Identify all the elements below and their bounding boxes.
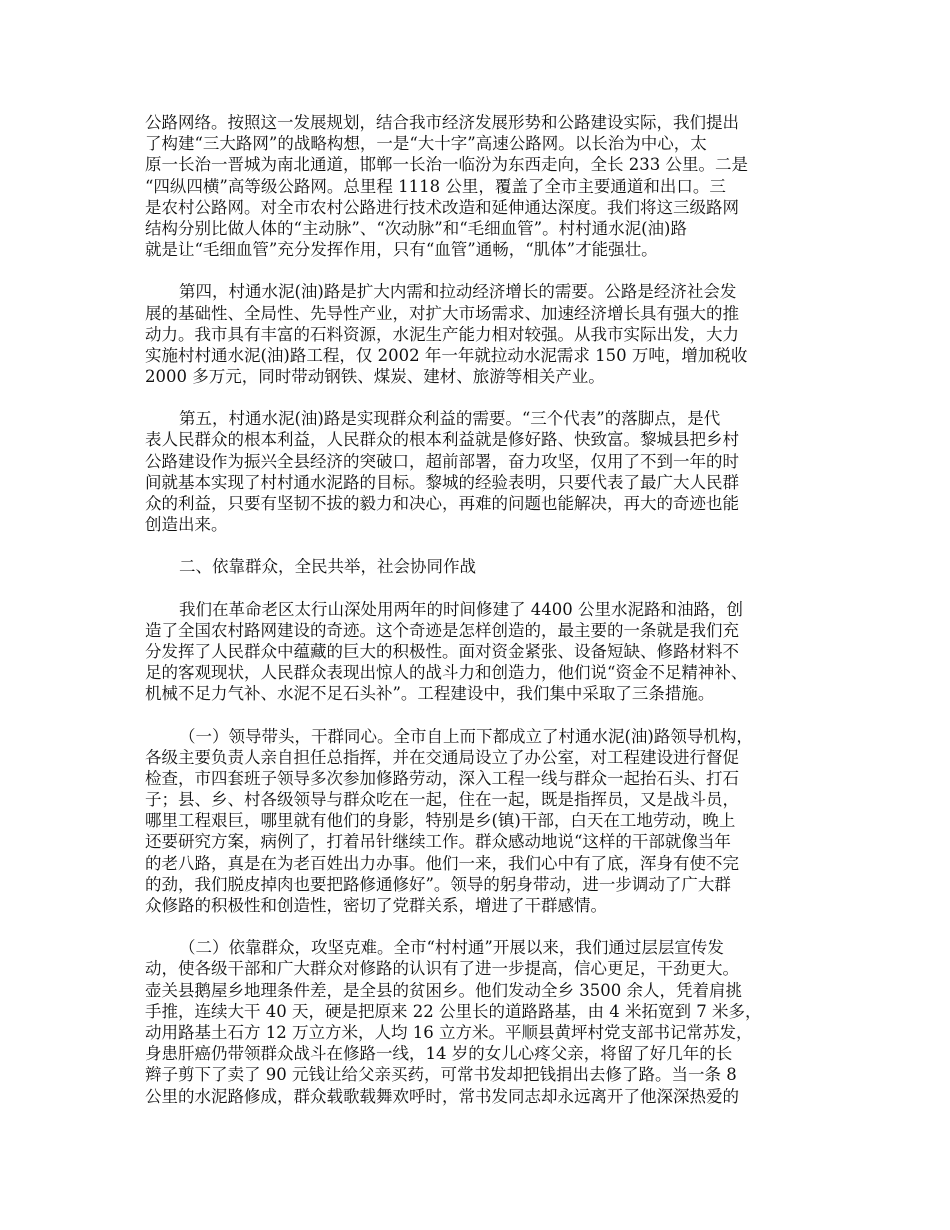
text-line: 公里的水泥路修成，群众载歌载舞欢呼时，常书发同志却永远离开了他深深热爱的 — [145, 1086, 739, 1106]
text-line: 是农村公路网。对全市农村公路进行技术改造和延伸通达深度。我们将这三级路网 — [145, 197, 739, 217]
text-line: 身患肝癌仍带领群众战斗在修路一线，14 岁的女儿心疼父亲，将留了好几年的长 — [145, 1044, 733, 1064]
text-line: 众修路的积极性和创造性，密切了党群关系，增进了干群感情。 — [145, 896, 607, 915]
text-line: 原一长治一晋城为南北通道，邯郸一长治一临汾为东西走向，全长 233 公里。二是 — [145, 155, 748, 175]
text-line: 哪里工程艰巨，哪里就有他们的身影，特别是乡(镇)干部，白天在工地劳动，晚上 — [145, 811, 736, 831]
text-line: （二）依靠群众，攻坚克难。全市“村村通”开展以来，我们通过层层宣传发 — [179, 938, 724, 958]
text-line: 造了全国农村路网建设的奇迹。这个奇迹是怎样创造的，最主要的一条就是我们充 — [145, 620, 739, 640]
text-line: 结构分别比做人体的“主动脉”、“次动脉”和“毛细血管”。村村通水泥(油)路 — [145, 218, 687, 238]
text-line: 动用路基土石方 12 万立方米，人均 16 立方米。平顺县黄坪村党支部书记常苏发， — [145, 1022, 753, 1042]
text-line: 机械不足力气补、水泥不足石头补”。工程建设中，我们集中采取了三条措施。 — [145, 684, 715, 704]
text-line: 子；县、乡、村各级领导与群众吃在一起，住在一起，既是指挥员，又是战斗员， — [145, 790, 739, 810]
text-line: 足的客观现状，人民群众表现出惊人的战斗力和创造力，他们说“资金不足精神补、 — [145, 663, 748, 683]
text-line: 的老八路，真是在为老百姓出力办事。他们一来，我们心中有了底，浑身有使不完 — [145, 853, 739, 873]
text-line: “四纵四横”高等级公路网。总里程 1118 公里，覆盖了全市主要通道和出口。三 — [145, 176, 726, 196]
text-line: 第五，村通水泥(油)路是实现群众利益的需要。“三个代表”的落脚点，是代 — [179, 409, 721, 429]
text-line: （一）领导带头，干群同心。全市自上而下都成立了村通水泥(油)路领导机构， — [179, 726, 753, 746]
text-line: 就是让“毛细血管”充分发挥作用，只有“血管”通畅，“肌体”才能强壮。 — [145, 240, 658, 260]
body-paragraph — [145, 408, 825, 535]
text-line: 各级主要负责人亲自担任总指挥，并在交通局设立了办公室，对工程建设进行督促 — [145, 747, 739, 767]
body-paragraph — [145, 599, 825, 705]
text-line: 辫子剪下了卖了 90 元钱让给父亲买药，可常书发却把钱捐出去修了路。当一条 8 — [145, 1065, 737, 1085]
body-paragraph — [145, 281, 825, 387]
text-line: 还要研究方案，病例了，打着吊针继续工作。群众感动地说“这样的干部就像当年 — [145, 832, 731, 852]
text-line: 展的基础性、全局性、先导性产业，对扩大市场需求、加速经济增长具有强大的推 — [145, 303, 739, 323]
text-line: 创造出来。 — [145, 515, 228, 535]
text-line: 分发挥了人民群众中蕴藏的巨大的积极性。面对资金紧张、设备短缺、修路材料不 — [145, 641, 739, 661]
text-line: 第四，村通水泥(油)路是扩大内需和拉动经济增长的需要。公路是经济社会发 — [179, 282, 737, 302]
text-line: 我们在革命老区太行山深处用两年的时间修建了 4400 公里水泥路和油路，创 — [179, 599, 743, 619]
text-line: 间就基本实现了村村通水泥路的目标。黎城的经验表明，只要代表了最广大人民群 — [145, 472, 739, 492]
text-line: 的劲，我们脱皮掉肉也要把路修通修好”。领导的躬身带动，进一步调动了广大群 — [145, 874, 731, 894]
text-line: 公路网络。按照这一发展规划，结合我市经济发展形势和公路建设实际，我们提出 — [145, 113, 739, 132]
body-paragraph — [145, 937, 825, 1107]
text-line: 动力。我市具有丰富的石料资源，水泥生产能力相对较强。从我市实际出发，大力 — [145, 324, 739, 344]
document-page — [145, 112, 825, 1128]
text-line: 实施村村通水泥(油)路工程，仅 2002 年一年就拉动水泥需求 150 万吨，增加税收 — [145, 345, 748, 365]
text-line: 二、依靠群众，全民共举，社会协同作战 — [179, 557, 476, 577]
section-heading — [145, 556, 825, 577]
text-line: 表人民群众的根本利益，人民群众的根本利益就是修好路、快致富。黎城县把乡村 — [145, 430, 739, 450]
text-line: 检查，市四套班子领导多次参加修路劳动，深入工程一线与群众一起抬石头、打石 — [145, 768, 739, 788]
text-line: 手推，连续大干 40 天，硬是把原来 22 公里长的道路路基，由 4 米拓宽到 7 米多， — [145, 1001, 762, 1021]
body-paragraph — [145, 726, 825, 917]
text-line: 了构建“三大路网”的战略构想，一是“大十字”高速公路网。以长治为中心，太 — [145, 134, 707, 154]
text-line: 动，使各级干部和广大群众对修路的认识有了进一步提高，信心更足，干劲更大。 — [145, 959, 739, 979]
text-line: 公路建设作为振兴全县经济的突破口，超前部署，奋力攻坚，仅用了不到一年的时 — [145, 451, 739, 471]
text-line: 壶关县鹅屋乡地理条件差，是全县的贫困乡。他们发动全乡 3500 余人，凭着肩挑 — [145, 980, 742, 1000]
text-line: 2000 多万元，同时带动钢铁、煤炭、建材、旅游等相关产业。 — [145, 367, 605, 387]
body-paragraph — [145, 112, 825, 260]
text-line: 众的利益，只要有坚韧不拔的毅力和决心，再难的问题也能解决，再大的奇迹也能 — [145, 494, 739, 513]
